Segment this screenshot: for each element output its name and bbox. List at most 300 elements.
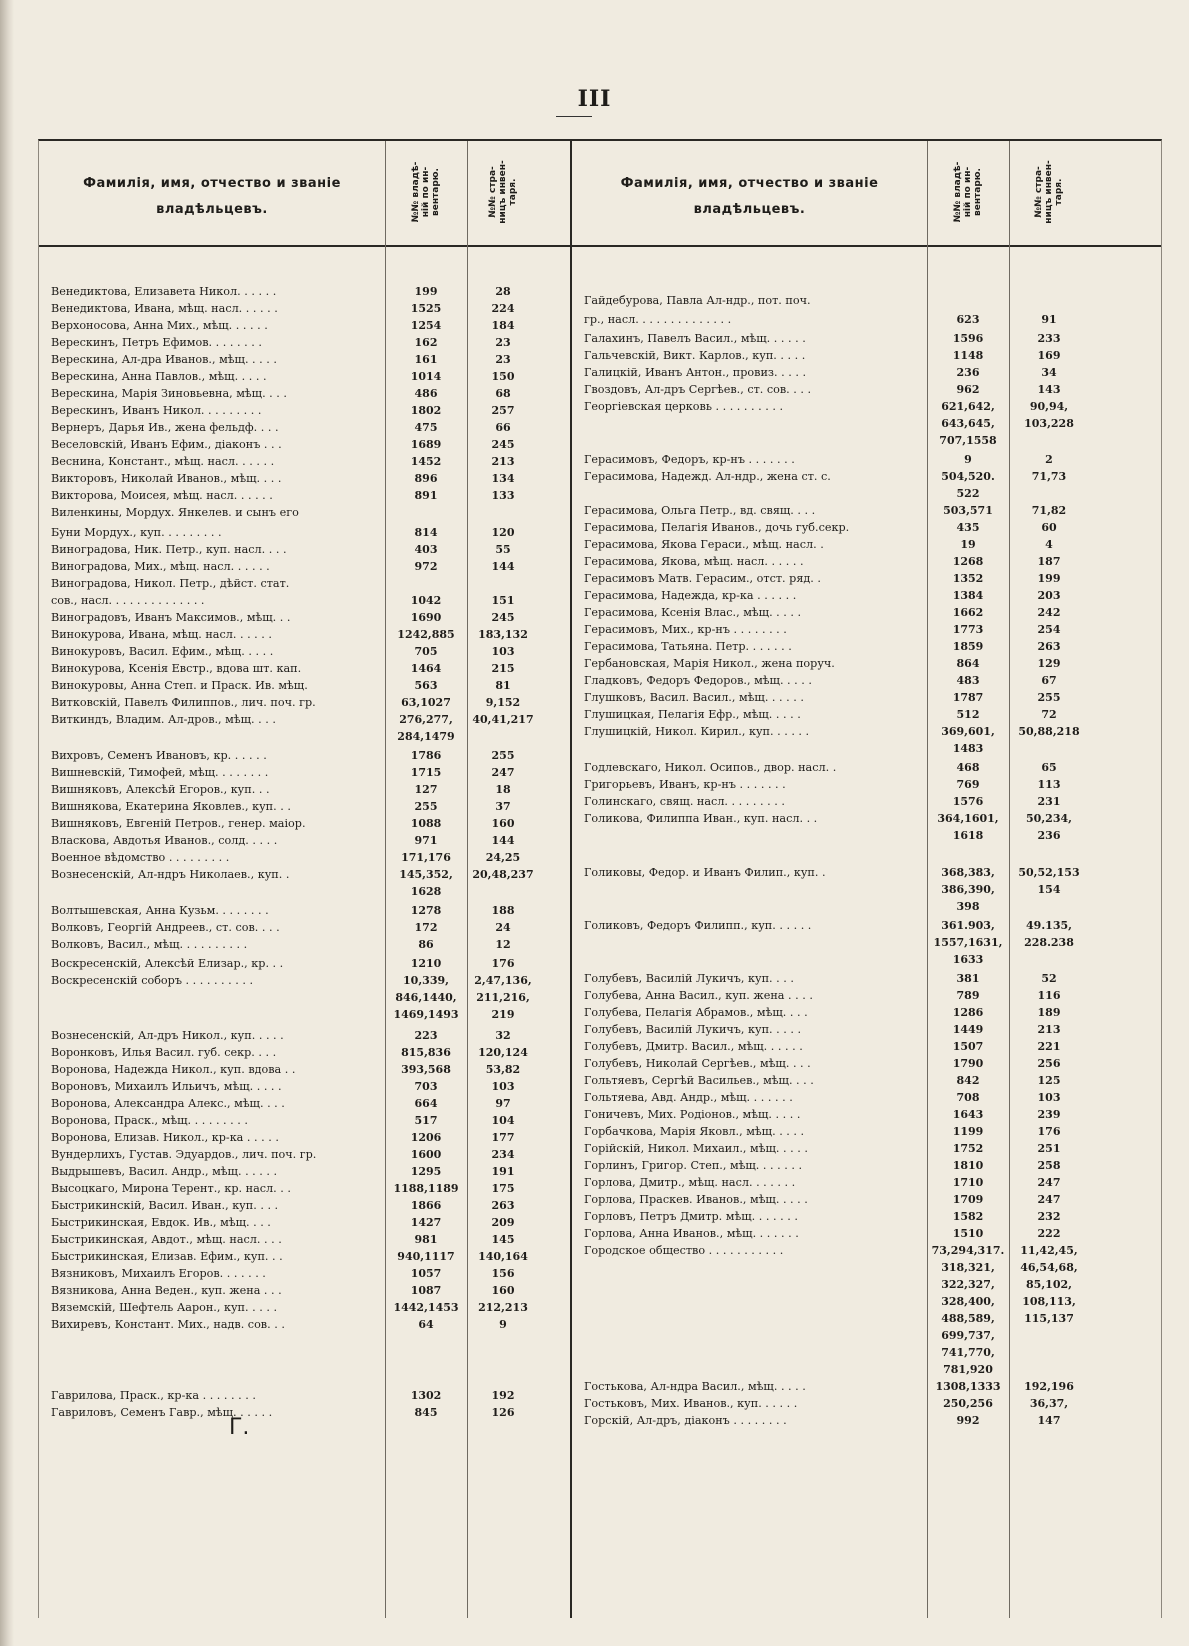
table-row <box>572 638 1161 655</box>
inventory-page-number: 192 <box>491 1389 515 1402</box>
left-header-col1 <box>385 145 467 239</box>
inventory-number: 1786 <box>410 749 442 762</box>
inventory-page-number: 151 <box>491 594 515 607</box>
inventory-number: 328,400, <box>941 1295 995 1308</box>
table-row <box>39 1214 570 1231</box>
owner-name: Глушковъ, Васил. Васил., мѣщ. . . . . . <box>584 691 804 704</box>
inventory-page-number: 20,48,237 <box>472 868 534 881</box>
table-row <box>572 898 1161 915</box>
table-row <box>572 519 1161 536</box>
owner-name: Виноградова, Никол. Петр., дѣйст. стат. <box>51 577 290 590</box>
inventory-number: 1596 <box>952 332 984 345</box>
table-row <box>39 402 570 419</box>
inventory-page-number: 37 <box>495 800 511 813</box>
inventory-number: 708 <box>956 1091 980 1104</box>
inventory-page-number: 2,47,136, <box>474 974 532 987</box>
inventory-page-number: 90,94, <box>1029 400 1069 413</box>
inventory-page-number: 239 <box>1037 1108 1061 1121</box>
inventory-page-number: 50,234, <box>1026 812 1072 825</box>
table-row <box>39 936 570 953</box>
owner-name: Викторова, Моисея, мѣщ. насл. . . . . . <box>51 489 273 502</box>
table-row <box>39 541 570 558</box>
owner-name: Гаврилова, Праск., кр-ка . . . . . . . . <box>51 1389 256 1402</box>
inventory-page-number: 212,213 <box>478 1301 528 1314</box>
table-row <box>39 1231 570 1248</box>
owner-name: Горлова, Праскев. Иванов., мѣщ. . . . . <box>584 1193 808 1206</box>
inventory-page-number: 160 <box>491 817 515 830</box>
inventory-number: 643,645, <box>941 417 995 430</box>
inventory-page-number: 4 <box>1045 538 1053 551</box>
owner-name: Верескинъ, Иванъ Никол. . . . . . . . . <box>51 404 262 417</box>
inventory-number: 1148 <box>952 349 984 362</box>
right-header-col1 <box>927 145 1009 239</box>
inventory-page-number: 176 <box>1037 1125 1061 1138</box>
inventory-number: 1510 <box>952 1227 984 1240</box>
inventory-number: 972 <box>414 560 438 573</box>
table-row <box>39 711 570 728</box>
inventory-number: 815,836 <box>401 1046 451 1059</box>
owner-name: Герасимова, Якова Гераси., мѣщ. насл. . <box>584 538 824 551</box>
inventory-number: 1210 <box>410 957 442 970</box>
owner-name: Голинскаго, свящ. насл. . . . . . . . . <box>584 795 785 808</box>
table-row <box>39 883 570 900</box>
inventory-number: 386,390, <box>941 883 995 896</box>
inventory-page-number: 245 <box>491 438 515 451</box>
inventory-page-number: 203 <box>1037 589 1061 602</box>
left-header-col1-label: №№ владѣ- ній по ин- вентарю. <box>411 161 441 223</box>
inventory-number: 1442,1453 <box>393 1301 459 1314</box>
owner-name: Выдрышевъ, Васил. Андр., мѣщ. . . . . . <box>51 1165 278 1178</box>
table-row <box>572 1242 1161 1259</box>
inventory-number: 1802 <box>410 404 442 417</box>
table-row <box>572 1157 1161 1174</box>
owner-name: Виленкины, Мордух. Янкелев. и сынъ его <box>51 506 299 519</box>
inventory-number: 864 <box>956 657 980 670</box>
inventory-number: 1087 <box>410 1284 442 1297</box>
table-row <box>39 1112 570 1129</box>
inventory-number: 368,383, <box>941 866 995 879</box>
inventory-page-number: 154 <box>1037 883 1061 896</box>
owner-name: Вишнякова, Екатерина Яковлев., куп. . . <box>51 800 291 813</box>
inventory-page-number: 191 <box>491 1165 515 1178</box>
inventory-number: 486 <box>414 387 438 400</box>
table-row <box>39 592 570 609</box>
owner-name: Герасимова, Пелагія Иванов., дочь губ.секр. <box>584 521 850 534</box>
inventory-number: 145,352, <box>399 868 453 881</box>
inventory-number: 276,277, <box>399 713 453 726</box>
table-row <box>572 1344 1161 1361</box>
inventory-number: 9 <box>964 453 972 466</box>
owner-name: Виноградовъ, Иванъ Максимов., мѣщ. . . <box>51 611 291 624</box>
owner-name: Винокурова, Ксенія Евстр., вдова шт. кап. <box>51 662 302 675</box>
inventory-page-number: 71,73 <box>1031 470 1067 483</box>
owner-name: Воронова, Александра Алекс., мѣщ. . . . <box>51 1097 285 1110</box>
inventory-page-number: 40,41,217 <box>472 713 534 726</box>
inventory-page-number: 46,54,68, <box>1020 1261 1078 1274</box>
table-row <box>39 1404 570 1421</box>
inventory-number: 364,1601, <box>937 812 999 825</box>
inventory-page-number: 254 <box>1037 623 1061 636</box>
owner-name: Винокурова, Ивана, мѣщ. насл. . . . . . <box>51 628 272 641</box>
inventory-number: 1188,1189 <box>393 1182 459 1195</box>
inventory-page-number: 143 <box>1037 383 1061 396</box>
inventory-number: 981 <box>414 1233 438 1246</box>
table-row <box>572 672 1161 689</box>
table-row <box>39 902 570 919</box>
owner-name: Верескина, Марія Зиновьевна, мѣщ. . . . <box>51 387 287 400</box>
table-row <box>572 1174 1161 1191</box>
table-row <box>39 419 570 436</box>
table-row <box>39 1387 570 1404</box>
owner-name: Герасимова, Надежд. Ал-ндр., жена ст. с. <box>584 470 831 483</box>
inventory-number: 1525 <box>410 302 442 315</box>
table-row <box>572 934 1161 951</box>
table-row <box>572 1208 1161 1225</box>
owner-name: Вишневскій, Тимофей, мѣщ. . . . . . . . <box>51 766 269 779</box>
inventory-page-number: 150 <box>491 370 515 383</box>
inventory-number: 1600 <box>410 1148 442 1161</box>
inventory-page-number: 129 <box>1037 657 1061 670</box>
inventory-page-number: 160 <box>491 1284 515 1297</box>
owner-name: Герасимовъ Матв. Герасим., отст. ряд. . <box>584 572 821 585</box>
inventory-number: 488,589, <box>941 1312 995 1325</box>
owner-name: Витковскій, Павелъ Филиппов., лич. поч. гр. <box>51 696 316 709</box>
table-row <box>572 881 1161 898</box>
right-header-col2-label: №№ стра- ницъ инвен- таря. <box>1034 160 1064 224</box>
owner-name: Горскій, Ал-дръ, діаконъ . . . . . . . . <box>584 1414 787 1427</box>
inventory-page-number: 108,113, <box>1022 1295 1076 1308</box>
inventory-page-number: 221 <box>1037 1040 1061 1053</box>
owner-name: Вихиревъ, Констант. Мих., надв. сов. . . <box>51 1318 285 1331</box>
table-row <box>572 553 1161 570</box>
table-row <box>572 1004 1161 1021</box>
table-row <box>572 987 1161 1004</box>
owner-name: Горлинъ, Григор. Степ., мѣщ. . . . . . . <box>584 1159 803 1172</box>
owner-name: Голиковъ, Федоръ Филипп., куп. . . . . . <box>584 919 812 932</box>
inventory-page-number: 183,132 <box>478 628 528 641</box>
owner-name: Быстрикинскій, Васил. Иван., куп. . . . <box>51 1199 279 1212</box>
owner-name: Виноградова, Ник. Петр., куп. насл. . . . <box>51 543 287 556</box>
table-row <box>572 451 1161 468</box>
inventory-page-number: 245 <box>491 611 515 624</box>
inventory-page-number: 219 <box>491 1008 515 1021</box>
table-row <box>572 1361 1161 1378</box>
owner-name: Волковъ, Георгій Андреев., ст. сов. . . . <box>51 921 280 934</box>
inventory-page-number: 23 <box>495 336 511 349</box>
inventory-page-number: 156 <box>491 1267 515 1280</box>
inventory-number: 522 <box>956 487 980 500</box>
inventory-page-number: 126 <box>491 1406 515 1419</box>
inventory-page-number: 66 <box>495 421 511 434</box>
table-row <box>39 575 570 592</box>
inventory-page-number: 147 <box>1037 1414 1061 1427</box>
inventory-number: 1268 <box>952 555 984 568</box>
table-row <box>572 1412 1161 1429</box>
table-row <box>572 1140 1161 1157</box>
inventory-number: 1633 <box>952 953 984 966</box>
inventory-number: 1787 <box>952 691 984 704</box>
table-row <box>39 334 570 351</box>
table-row <box>39 1146 570 1163</box>
owner-name: Гвоздовъ, Ал-дръ Сергѣев., ст. сов. . . . <box>584 383 812 396</box>
inventory-number: 10,339, <box>403 974 449 987</box>
table-row <box>39 972 570 989</box>
owner-name: Герасимова, Татьяна. Петр. . . . . . . <box>584 640 792 653</box>
table-row <box>39 866 570 883</box>
owner-name: Быстрикинская, Елизав. Ефим., куп. . . <box>51 1250 283 1263</box>
inventory-page-number: 140,164 <box>478 1250 528 1263</box>
owner-name: Городское общество . . . . . . . . . . . <box>584 1244 784 1257</box>
inventory-page-number: 188 <box>491 904 515 917</box>
table-row <box>39 626 570 643</box>
owner-name: Воронковъ, Илья Васил. губ. секр. . . . <box>51 1046 277 1059</box>
inventory-page-number: 228.238 <box>1024 936 1074 949</box>
inventory-page-number: 175 <box>491 1182 515 1195</box>
inventory-number: 381 <box>956 972 980 985</box>
owner-name: Вернеръ, Дарья Ив., жена фельдф. . . . <box>51 421 279 434</box>
table-row <box>572 1106 1161 1123</box>
owner-name: Голубевъ, Василій Лукичъ, куп. . . . <box>584 972 794 985</box>
inventory-number: 1709 <box>952 1193 984 1206</box>
table-row <box>39 453 570 470</box>
inventory-page-number: 224 <box>491 302 515 315</box>
table-row <box>39 524 570 541</box>
table-row <box>39 609 570 626</box>
inventory-page-number: 115,137 <box>1024 1312 1074 1325</box>
inventory-number: 255 <box>414 800 438 813</box>
inventory-page-number: 97 <box>495 1097 511 1110</box>
table-row <box>39 1078 570 1095</box>
inventory-number: 1469,1493 <box>393 1008 459 1021</box>
table-row <box>572 1378 1161 1395</box>
table-row <box>39 1006 570 1023</box>
owner-name: Верхоносова, Анна Мих., мѣщ. . . . . . <box>51 319 268 332</box>
table-row <box>572 398 1161 415</box>
inventory-page-number: 232 <box>1037 1210 1061 1223</box>
owner-name: Голубева, Анна Васил., куп. жена . . . . <box>584 989 813 1002</box>
table-row <box>39 677 570 694</box>
inventory-page-number: 81 <box>495 679 511 692</box>
table-row <box>39 643 570 660</box>
inventory-number: 1449 <box>952 1023 984 1036</box>
inventory-page-number: 23 <box>495 353 511 366</box>
inventory-page-number: 120 <box>491 526 515 539</box>
table-row <box>39 317 570 334</box>
inventory-number: 199 <box>414 285 438 298</box>
inventory-page-number: 213 <box>491 455 515 468</box>
table-row <box>39 385 570 402</box>
page-number: III <box>577 86 612 112</box>
table-row <box>572 723 1161 740</box>
right-half <box>572 141 1161 1618</box>
inventory-number: 318,321, <box>941 1261 995 1274</box>
owner-name: Воронова, Надежда Никол., куп. вдова . . <box>51 1063 296 1076</box>
owner-name: Гоничевъ, Мих. Родіонов., мѣщ. . . . . <box>584 1108 801 1121</box>
table-row <box>39 504 570 521</box>
inventory-page-number: 113 <box>1037 778 1061 791</box>
inventory-page-number: 103,228 <box>1024 417 1074 430</box>
table-row <box>39 798 570 815</box>
owner-name: Вундерлихъ, Густав. Эдуардов., лич. поч. гр. <box>51 1148 317 1161</box>
owner-name: Горійскій, Никол. Михаил., мѣщ. . . . . <box>584 1142 808 1155</box>
table-row <box>39 1197 570 1214</box>
inventory-number: 475 <box>414 421 438 434</box>
owner-name: Веселовскій, Иванъ Ефим., діаконъ . . . <box>51 438 282 451</box>
inventory-number: 398 <box>956 900 980 913</box>
table-row <box>572 502 1161 519</box>
owner-name: Воронова, Елизав. Никол., кр-ка . . . . . <box>51 1131 279 1144</box>
owner-name: Вороновъ, Михаилъ Ильичъ, мѣщ. . . . . <box>51 1080 282 1093</box>
inventory-number: 435 <box>956 521 980 534</box>
inventory-number: 1042 <box>410 594 442 607</box>
table-row <box>572 810 1161 827</box>
inventory-number: 842 <box>956 1074 980 1087</box>
right-header-name: Фамилія, имя, отчество и званіе владѣльцевъ. <box>620 176 879 217</box>
inventory-number: 1199 <box>952 1125 984 1138</box>
inventory-number: 512 <box>956 708 980 721</box>
table-row <box>572 1021 1161 1038</box>
inventory-number: 1507 <box>952 1040 984 1053</box>
left-header-col2-label: №№ стра- ницъ инвен- таря. <box>488 160 518 224</box>
inventory-number: 468 <box>956 761 980 774</box>
inventory-page-number: 36,37, <box>1029 1397 1069 1410</box>
table-row <box>572 740 1161 757</box>
inventory-number: 1752 <box>952 1142 984 1155</box>
owner-name: Быстрикинская, Авдот., мѣщ. насл. . . . <box>51 1233 282 1246</box>
inventory-page-number: 209 <box>491 1216 515 1229</box>
inventory-number: 1483 <box>952 742 984 755</box>
owner-name: Виноградова, Мих., мѣщ. насл. . . . . . <box>51 560 270 573</box>
inventory-number: 1352 <box>952 572 984 585</box>
inventory-number: 699,737, <box>941 1329 995 1342</box>
table-row <box>39 368 570 385</box>
inventory-page-number: 11,42,45, <box>1020 1244 1078 1257</box>
inventory-number: 781,920 <box>943 1363 993 1376</box>
owner-name: Герасимова, Надежда, кр-ка . . . . . . <box>584 589 797 602</box>
owner-name: Венедиктова, Ивана, мѣщ. насл. . . . . . <box>51 302 278 315</box>
table-row <box>572 951 1161 968</box>
inventory-number: 1710 <box>952 1176 984 1189</box>
inventory-page-number: 258 <box>1037 1159 1061 1172</box>
table-row <box>39 955 570 972</box>
inventory-page-number: 187 <box>1037 555 1061 568</box>
owner-name: Винокуровы, Анна Степ. и Праск. Ив. мѣщ. <box>51 679 308 692</box>
table-row <box>572 1038 1161 1055</box>
owner-name: Вознесенскій, Ал-ндръ Николаев., куп. . <box>51 868 290 881</box>
left-header-name: Фамилія, имя, отчество и званіе владѣльцевъ. <box>83 176 341 217</box>
table-row <box>572 1225 1161 1242</box>
inventory-page-number: 18 <box>495 783 511 796</box>
inventory-number: 1859 <box>952 640 984 653</box>
table-row <box>572 759 1161 776</box>
inventory-number: 992 <box>956 1414 980 1427</box>
table-row <box>39 989 570 1006</box>
table-row <box>572 1191 1161 1208</box>
inventory-number: 1206 <box>410 1131 442 1144</box>
inventory-number: 789 <box>956 989 980 1002</box>
inventory-page-number: 104 <box>491 1114 515 1127</box>
table-row <box>572 655 1161 672</box>
inventory-number: 1384 <box>952 589 984 602</box>
inventory-number: 705 <box>414 645 438 658</box>
owner-name: Гладковъ, Федоръ Федоров., мѣщ. . . . . <box>584 674 812 687</box>
inventory-page-number: 12 <box>495 938 511 951</box>
inventory-number: 1576 <box>952 795 984 808</box>
inventory-number: 891 <box>414 489 438 502</box>
table-row <box>39 1044 570 1061</box>
owner-name: Вязниковъ, Михаилъ Егоров. . . . . . . <box>51 1267 266 1280</box>
owner-name: Вознесенскій, Ал-дръ Никол., куп. . . . . <box>51 1029 284 1042</box>
table-row <box>39 1282 570 1299</box>
owner-name: Военное вѣдомство . . . . . . . . . <box>51 851 230 864</box>
inventory-number: 322,327, <box>941 1278 995 1291</box>
owner-name: Горловъ, Петръ Дмитр. мѣщ. . . . . . . <box>584 1210 798 1223</box>
inventory-number: 1628 <box>410 885 442 898</box>
inventory-number: 1618 <box>952 829 984 842</box>
owner-name: Винокуровъ, Васил. Ефим., мѣщ. . . . . <box>51 645 274 658</box>
inventory-page-number: 236 <box>1037 829 1061 842</box>
table-row <box>572 970 1161 987</box>
inventory-number: 1286 <box>952 1006 984 1019</box>
table-row <box>39 747 570 764</box>
inventory-number: 1643 <box>952 1108 984 1121</box>
owner-name: Вишняковъ, Евгеній Петров., генер. маіор. <box>51 817 306 830</box>
table-row <box>572 1327 1161 1344</box>
inventory-number: 73,294,317. <box>931 1244 1005 1257</box>
table-row <box>39 1061 570 1078</box>
owner-name: Галицкій, Иванъ Антон., провиз. . . . . <box>584 366 807 379</box>
table-row <box>572 468 1161 485</box>
owner-name: Гавриловъ, Семенъ Гавр., мѣщ. . . . . . <box>51 1406 273 1419</box>
table-row <box>39 1163 570 1180</box>
table-row <box>572 311 1161 328</box>
inventory-number: 1715 <box>410 766 442 779</box>
inventory-number: 223 <box>414 1029 438 1042</box>
table-row <box>572 1123 1161 1140</box>
inventory-number: 664 <box>414 1097 438 1110</box>
owner-name: Герасимовъ, Мих., кр-нъ . . . . . . . . <box>584 623 787 636</box>
table-row <box>39 1095 570 1112</box>
table-row <box>39 660 570 677</box>
owner-name: Виткиндъ, Владим. Ал-дров., мѣщ. . . . <box>51 713 276 726</box>
section-letter-g: Г. <box>229 1415 250 1440</box>
table-row <box>39 832 570 849</box>
inventory-number: 896 <box>414 472 438 485</box>
owner-name: Голубевъ, Николай Сергѣев., мѣщ. . . . <box>584 1057 811 1070</box>
owner-name: Высоцкаго, Мирона Терент., кр. насл. . . <box>51 1182 291 1195</box>
inventory-page-number: 52 <box>1041 972 1057 985</box>
table-row <box>572 1293 1161 1310</box>
inventory-number: 284,1479 <box>397 730 455 743</box>
inventory-page-number: 85,102, <box>1026 1278 1072 1291</box>
inventory-number: 1790 <box>952 1057 984 1070</box>
table-row <box>572 432 1161 449</box>
table-row <box>39 919 570 936</box>
inventory-number: 703 <box>414 1080 438 1093</box>
inventory-number: 971 <box>414 834 438 847</box>
inventory-page-number: 144 <box>491 834 515 847</box>
inventory-page-number: 103 <box>491 645 515 658</box>
inventory-number: 1689 <box>410 438 442 451</box>
owner-name: Воскресенскій соборъ . . . . . . . . . . <box>51 974 254 987</box>
inventory-number: 1810 <box>952 1159 984 1172</box>
table-row <box>572 1089 1161 1106</box>
table-row <box>572 381 1161 398</box>
owner-name: Волтышевская, Анна Кузьм. . . . . . . . <box>51 904 269 917</box>
table-row <box>572 1395 1161 1412</box>
table-row <box>39 1248 570 1265</box>
inventory-page-number: 134 <box>491 472 515 485</box>
